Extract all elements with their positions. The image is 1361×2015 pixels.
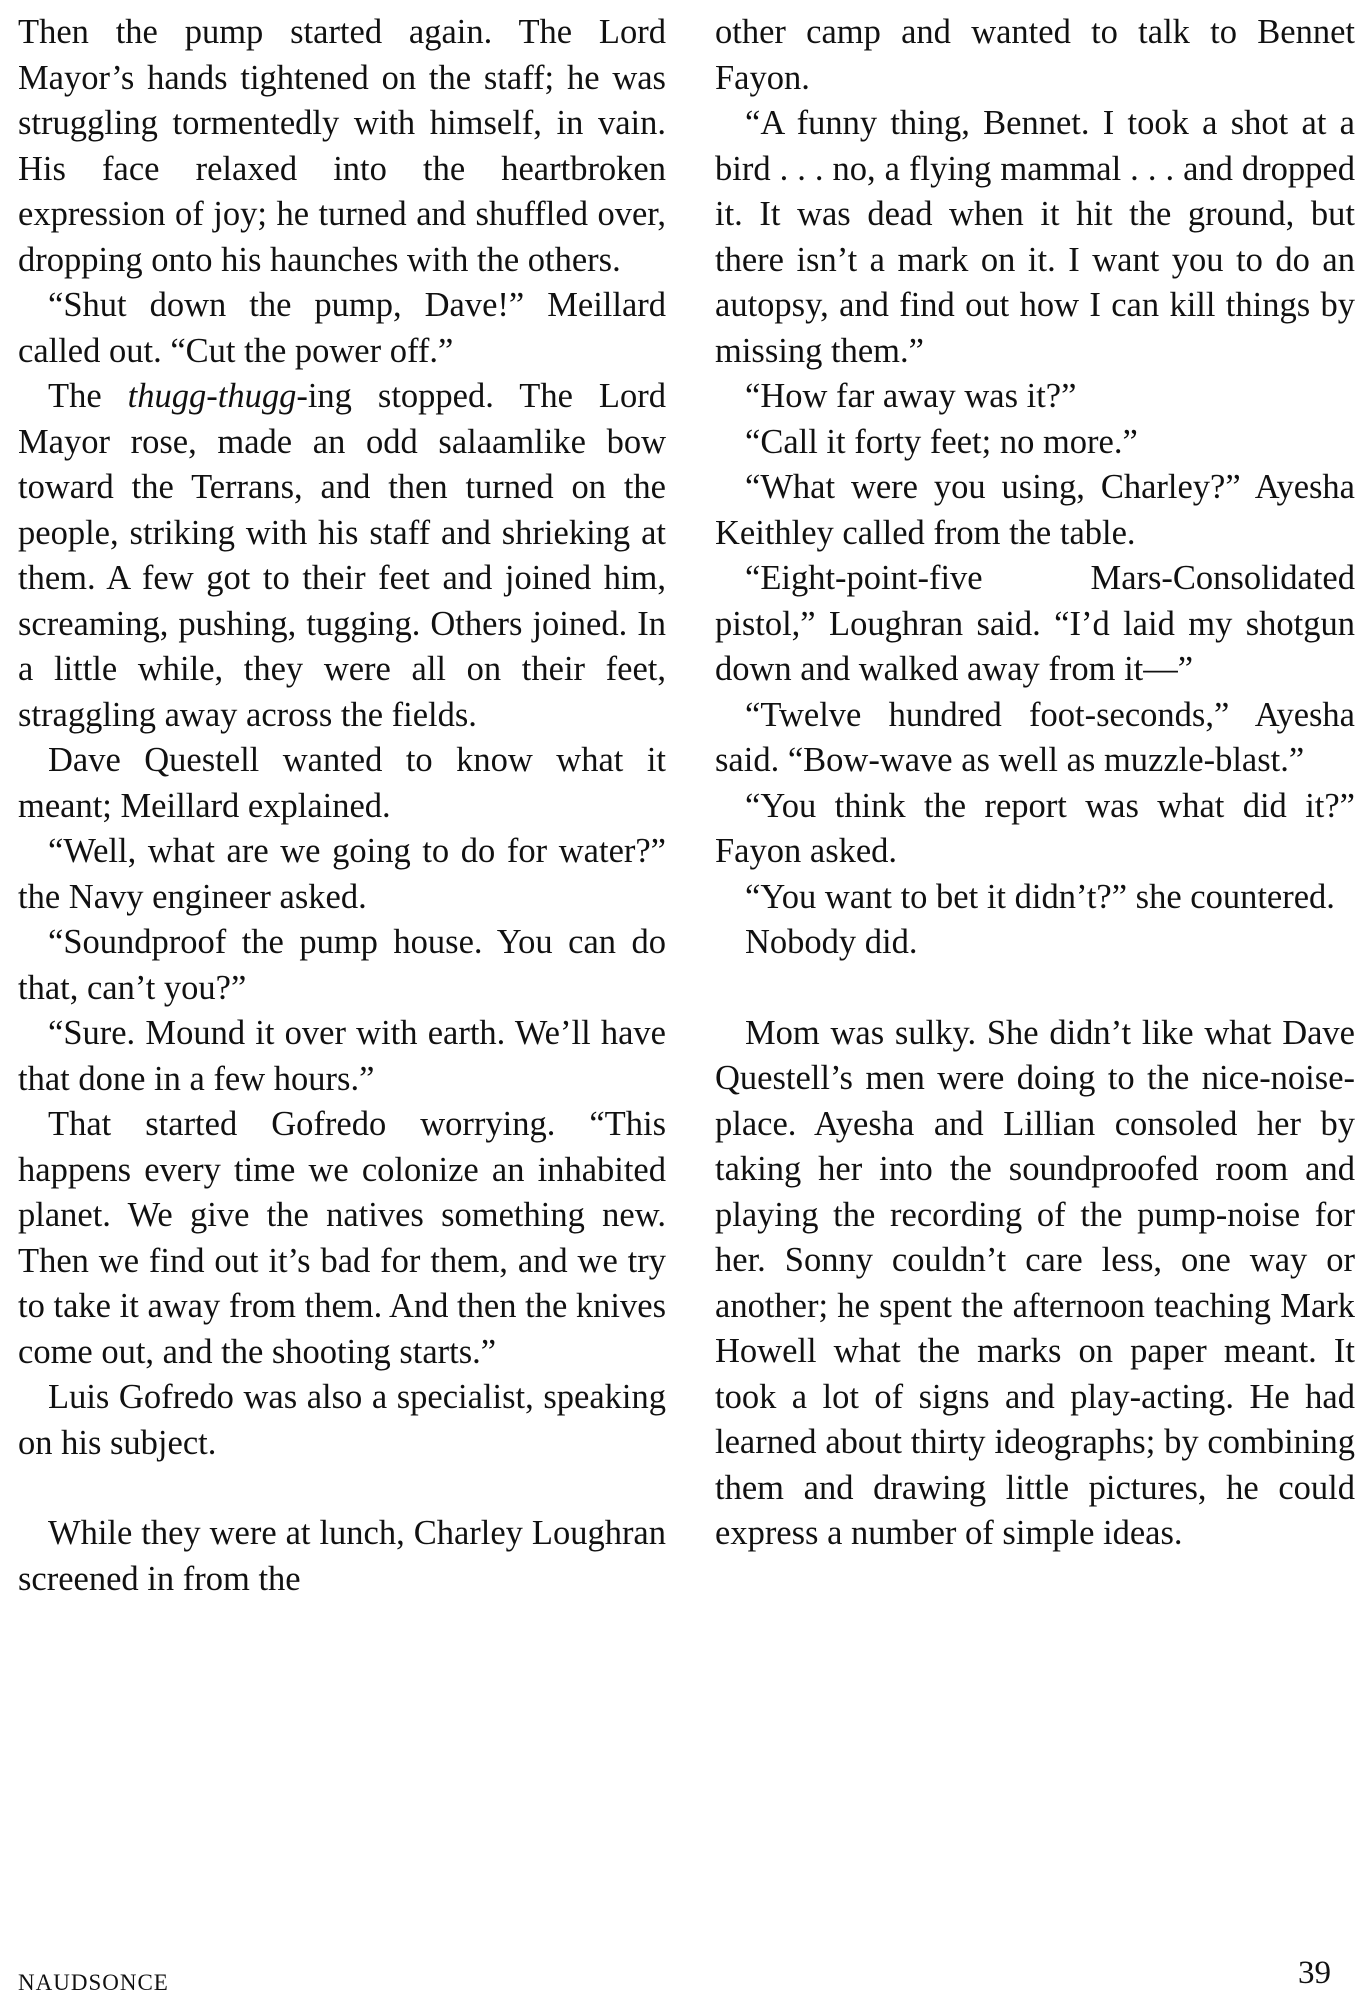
paragraph: “Call it forty feet; no more.”	[745, 422, 1138, 461]
paragraph: That started Gofredo worrying. “This happens every time we colonize an inhabited planet. We give the natives something new. Then we find out it’s bad for them, and we try to take it away from them. And then the knives come out, and the shooting starts.”	[18, 1105, 666, 1371]
paragraph: “How far away was it?”	[745, 377, 1077, 415]
paragraph: “Well, what are we going to do for water?” the Navy engineer asked.	[18, 832, 666, 916]
right-column	[715, 10, 1355, 1557]
page-number: 39	[1298, 1955, 1331, 1991]
paragraph: “Eight-point-five Mars-Consolidated pistol,” Loughran said. “I’d laid my shotgun down and walked away from it—”	[715, 559, 1355, 688]
paragraph: “Shut down the pump, Dave!” Meillard called out. “Cut the power off.”	[18, 286, 666, 370]
paragraph: other camp and wanted to talk to Bennet Fayon.	[715, 13, 1355, 97]
paragraph: Nobody did.	[745, 923, 918, 961]
paragraph: “Twelve hundred foot-seconds,” Ayesha said. “Bow-wave as well as muzzle-blast.”	[715, 695, 1355, 779]
paragraph: Mom was sulky. She didn’t like what Dave Questell’s men were doing to the nice-noise-place. Ayesha and Lillian consoled her by taking her into the soundproofed room and playing the recording of the pump-noise for her. Sonny couldn’t care less, one way or another; he spent the afternoon teaching Mark Howell what the marks on paper meant. It took a lot of signs and play-acting. He had learned about thirty ideographs; by combining them and drawing little pictures, he could express a number of simple ideas.	[715, 1013, 1355, 1552]
italic-word: thugg-thugg	[127, 377, 297, 415]
paragraph: “Sure. Mound it over with earth. We’ll have that done in a few hours.”	[18, 1014, 666, 1098]
paragraph: “You think the report was what did it?” Fayon asked.	[715, 786, 1355, 870]
running-footer-title: NAUDSONCE	[18, 1970, 169, 1995]
paragraph: Luis Gofredo was also a specialist, speaking on his subject.	[18, 1378, 666, 1462]
left-column	[18, 10, 666, 1602]
paragraph: The thugg-thugg-ing stopped. The Lord Mayor rose, made an odd salaamlike bow toward the Terrans, and then turned on the people, striking with his staff and shrieking at them. A few got to their feet and joined him, screaming, pushing, tugging. Others joined. In a little while, they were all on their feet, straggling away across the fields.	[18, 377, 666, 734]
paragraph: While they were at lunch, Charley Loughran screened in from the	[18, 1514, 666, 1598]
paragraph: Then the pump started again. The Lord Mayor’s hands tightened on the staff; he was struggling tormentedly with himself, in vain. His face relaxed into the heartbroken expression of joy; he turned and shuffled over, dropping onto his haunches with the others.	[18, 13, 666, 279]
paragraph: “Soundproof the pump house. You can do that, can’t you?”	[18, 923, 666, 1007]
paragraph: Dave Questell wanted to know what it meant; Meillard explained.	[18, 741, 666, 825]
paragraph: “You want to bet it didn’t?” she countered.	[745, 877, 1335, 916]
paragraph: “What were you using, Charley?” Ayesha Keithley called from the table.	[715, 468, 1355, 552]
paragraph: “A funny thing, Bennet. I took a shot at a bird . . . no, a flying mammal . . . and dropped it. It was dead when it hit the ground, but there isn’t a mark on it. I want you to do an autopsy, and find out how I can kill things by missing them.”	[715, 104, 1355, 370]
